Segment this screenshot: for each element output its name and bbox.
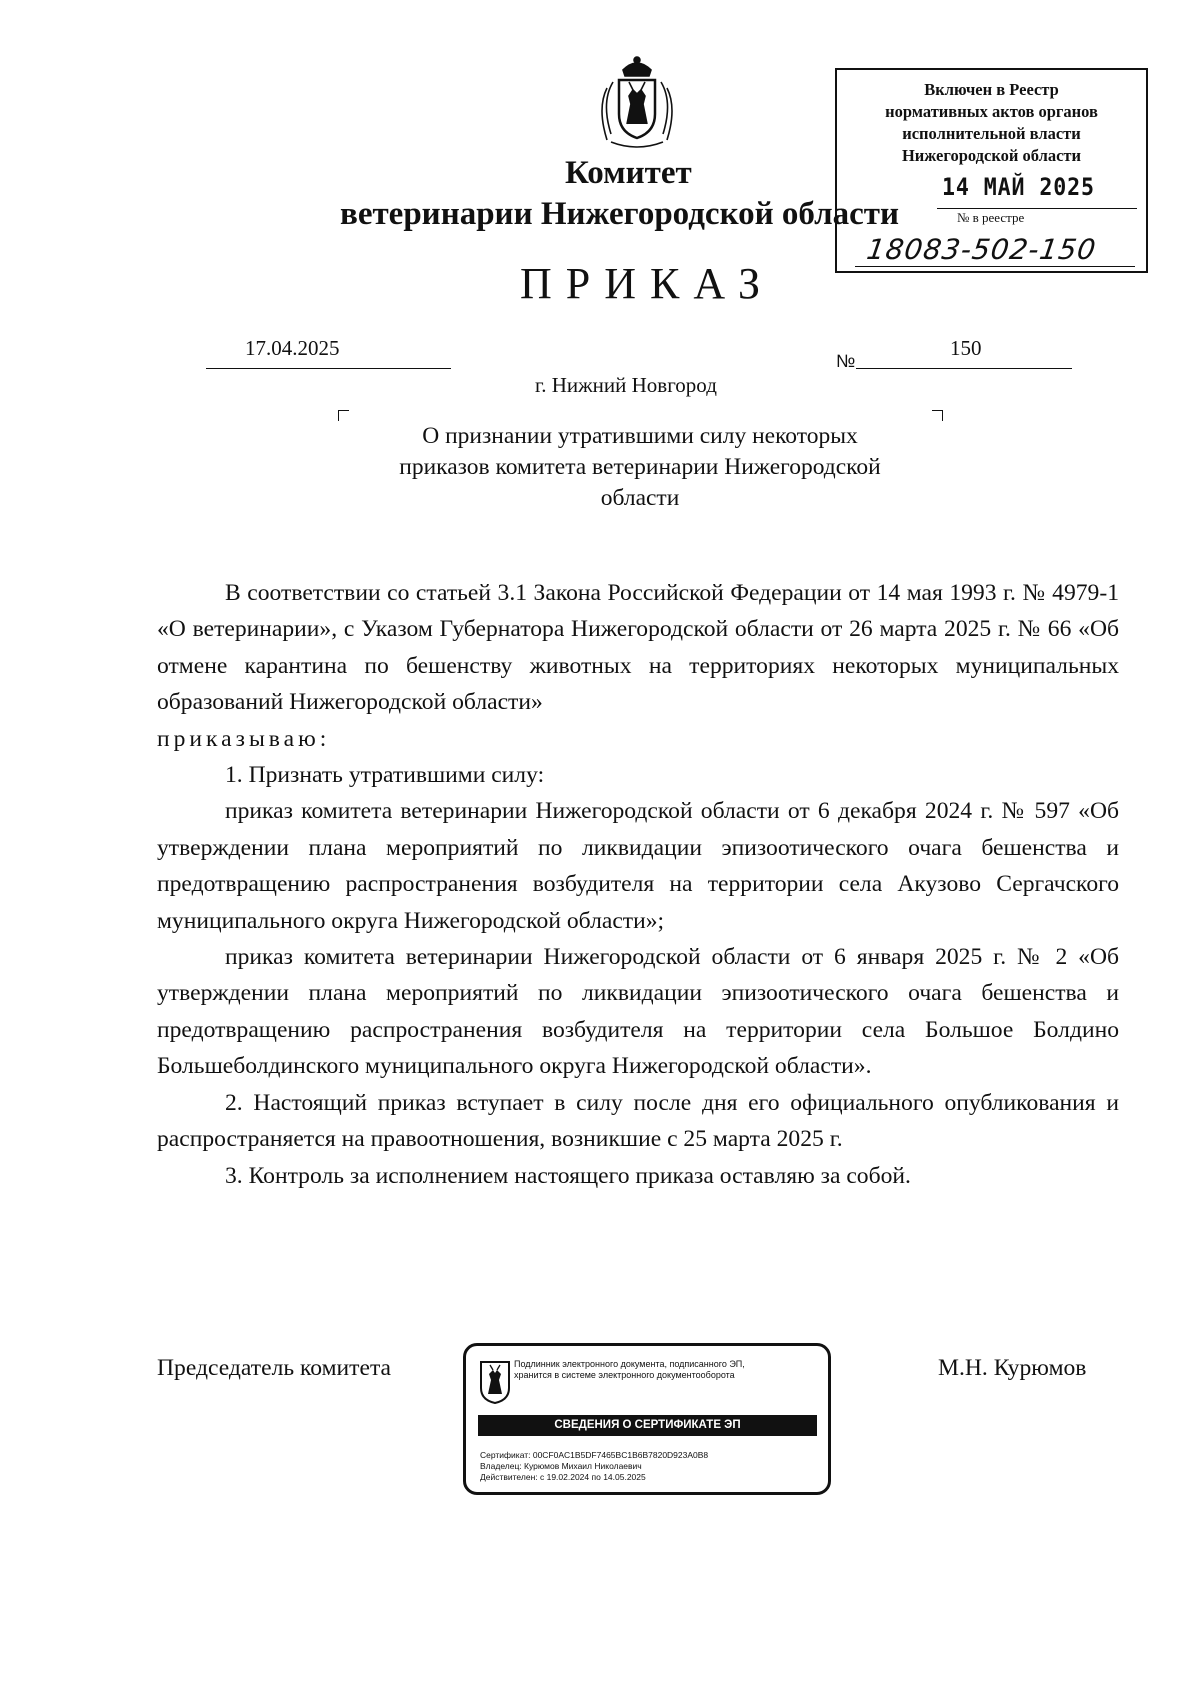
stamp-line: нормативных актов органов [885, 102, 1098, 121]
document-subject [330, 421, 950, 514]
stamp-line: Нижегородской области [901, 146, 1082, 165]
org-name-line1: Комитет [565, 155, 692, 191]
order-word: приказываю: [157, 725, 331, 752]
stamp-rule [937, 208, 1137, 209]
certificate-owner: Владелец: Курюмов Михаил Николаевич [480, 1461, 642, 1471]
e-signature-block [463, 1343, 831, 1495]
item-1a: приказ комитета ветеринарии Нижегородской области от 6 декабря 2024 г. № 597 «Об утверждении плана мероприятий по ликвидации эпизоотического очага бешенства и предотвращению распространения возбудителя на территории села Акузово Сергачского муниципального округа Нижегородской области»; [157, 798, 1119, 934]
stamp-line: Включен в Реестр [924, 80, 1059, 99]
coat-of-arms-icon [593, 52, 681, 152]
stamp-date: 14 МАЙ 2025 [942, 173, 1095, 201]
stamp-registry-rule [855, 266, 1135, 267]
item-1: 1. Признать утратившими силу: [225, 762, 545, 789]
subject-line: О признании утратившими силу некоторых [422, 423, 858, 449]
subject-line: области [600, 485, 680, 511]
stamp-registry-label: № в реестре [957, 210, 1025, 225]
e-signature-header-bar: СВЕДЕНИЯ О СЕРТИФИКАТЕ ЭП [478, 1415, 817, 1436]
item-2: 2. Настоящий приказ вступает в силу после дня его официального опубликования и распространяется на правоотношения, возникшие с 25 марта 2025 г. [157, 1089, 1119, 1153]
e-signature-note [514, 1359, 824, 1381]
signer-name: М.Н. Курюмов [938, 1355, 1087, 1381]
document-number: 150 [950, 336, 982, 360]
item-3: 3. Контроль за исполнением настоящего приказа оставляю за собой. [225, 1162, 911, 1189]
subject-corner-left [338, 410, 349, 421]
registry-stamp [835, 68, 1148, 273]
number-underline [856, 368, 1072, 369]
preamble: В соответствии со статьей 3.1 Закона Российской Федерации от 14 мая 1993 г. № 4979-1 «О ветеринарии», с Указом Губернатора Нижегородской области от 26 марта 2025 г. № 66 «Об отмене карантина по бешенству животных на территориях некоторых муниципальных образований Нижегородской области» [157, 580, 1119, 716]
subject-corner-right [932, 410, 943, 421]
city: г. Нижний Новгород [535, 373, 717, 397]
e-signature-note-line: Подлинник электронного документа, подписанного ЭП, [514, 1359, 745, 1369]
certificate-validity: Действителен: с 19.02.2024 по 14.05.2025 [480, 1472, 646, 1482]
document-date: 17.04.2025 [245, 336, 340, 360]
e-signature-details [480, 1450, 708, 1483]
date-underline [206, 368, 451, 369]
subject-line: приказов комитета ветеринарии Нижегородской [399, 454, 881, 480]
document-body [157, 575, 1119, 1194]
e-signature-note-line: хранится в системе электронного документооборота [514, 1370, 735, 1380]
org-name-line2: ветеринарии Нижегородской области [340, 196, 899, 232]
deer-emblem-icon [479, 1360, 511, 1404]
stamp-registry-number: 18083-502-150 [864, 233, 1099, 266]
document-type: ПРИКАЗ [520, 259, 775, 308]
stamp-line: исполнительной власти [902, 124, 1081, 143]
item-1b: приказ комитета ветеринарии Нижегородской области от 6 января 2025 г. № 2 «Об утверждении плана мероприятий по ликвидации эпизоотического очага бешенства и предотвращению распространения возбудителя на территории села Большое Болдино Большеболдинского муниципального округа Нижегородской области». [157, 944, 1119, 1080]
certificate-id: Сертификат: 00CF0AC1B5DF7465BC1B6B7820D923A0B8 [480, 1450, 709, 1460]
signer-title: Председатель комитета [157, 1355, 392, 1381]
number-label: № [836, 351, 856, 371]
